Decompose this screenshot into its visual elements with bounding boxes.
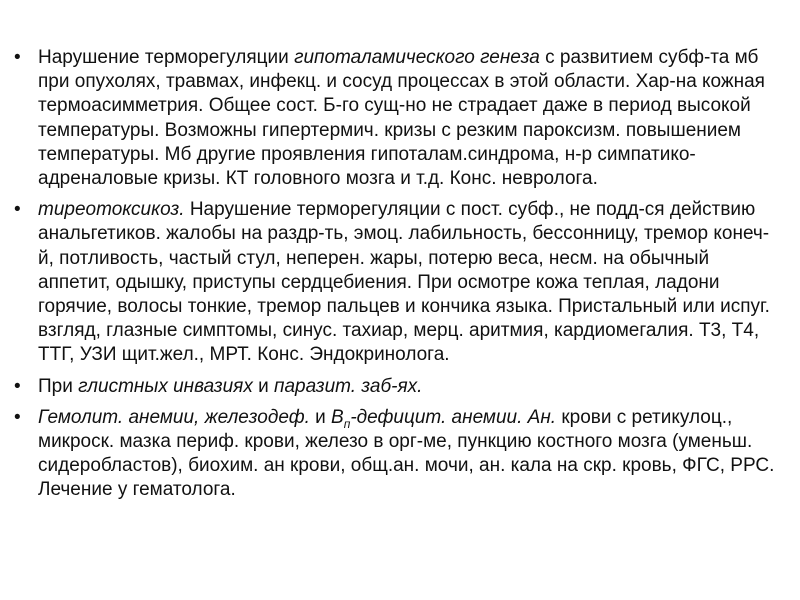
text: крови с ретикулоц., микроск. мазка периф. крови, железо в орг-ме, пункцию костного мозга (уменьш. сидеробластов), биохим. ан крови, общ.ан. мочи, ан. кала на скр. кровь, ФГС, РРС. Лечение у гематолога. — [38, 406, 775, 501]
text: Нарушение терморегуляции с пост. субф., не подд-ся действию анальгетиков. жалобы на раздр-ть, эмоц. лабильность, бессонницу, тремор конеч-й, потливость, частый стул, неперен. жары, потерю веса, несм. на обычный аппетит, одышку, приступы сердцебиения. При осмотре кожа теплая, ладони горячие, волосы тонкие, тремор пальцев и кончика языка. Пристальный или испуг. взгляд, глазные симптомы, синус. тахиар, мерц. аритмия, кардиомегалия. Т3, Т4, ТТГ, УЗИ щит.жел., МРТ. Конс. Эндокринолога. — [38, 199, 770, 366]
text: При — [38, 375, 79, 397]
bullet-list — [10, 46, 782, 503]
subscript: п — [343, 416, 351, 431]
bullet-anemia — [10, 406, 782, 503]
text: Нарушение терморегуляции — [38, 47, 295, 68]
italic-term: В — [331, 406, 344, 428]
bullet-helminth — [10, 375, 782, 399]
bullet-thyrotoxicosis — [10, 198, 782, 367]
italic-term: -дефицит. анемии. Ан. — [350, 406, 557, 428]
italic-term: глистных инвазиях — [78, 375, 253, 397]
italic-term: гипоталамического генеза — [294, 47, 540, 68]
italic-term: тиреотоксикоз. — [38, 199, 185, 221]
italic-term: паразит. заб-ях. — [274, 375, 423, 397]
italic-term: Гемолит. анемии, железодеф. — [38, 406, 310, 428]
text: и — [309, 406, 332, 428]
text: с развитием субф-та мб при опухолях, травмах, инфекц. и сосуд процессах в этой области. Хар-на кожная термоасимметрия. Общее сост. Б-го сущ-но не страдает даже в период высокой температуры. Возможны гипертермич. кризы с резким пароксизм. повышением температуры. Мб другие проявления гипоталам.синдрома, н-р симпатико-адреналовые кризы. КТ головного мозга и т.д. Конс. невролога. — [38, 47, 765, 190]
text: и — [252, 375, 274, 397]
bullet-hypothalamic — [10, 46, 782, 191]
